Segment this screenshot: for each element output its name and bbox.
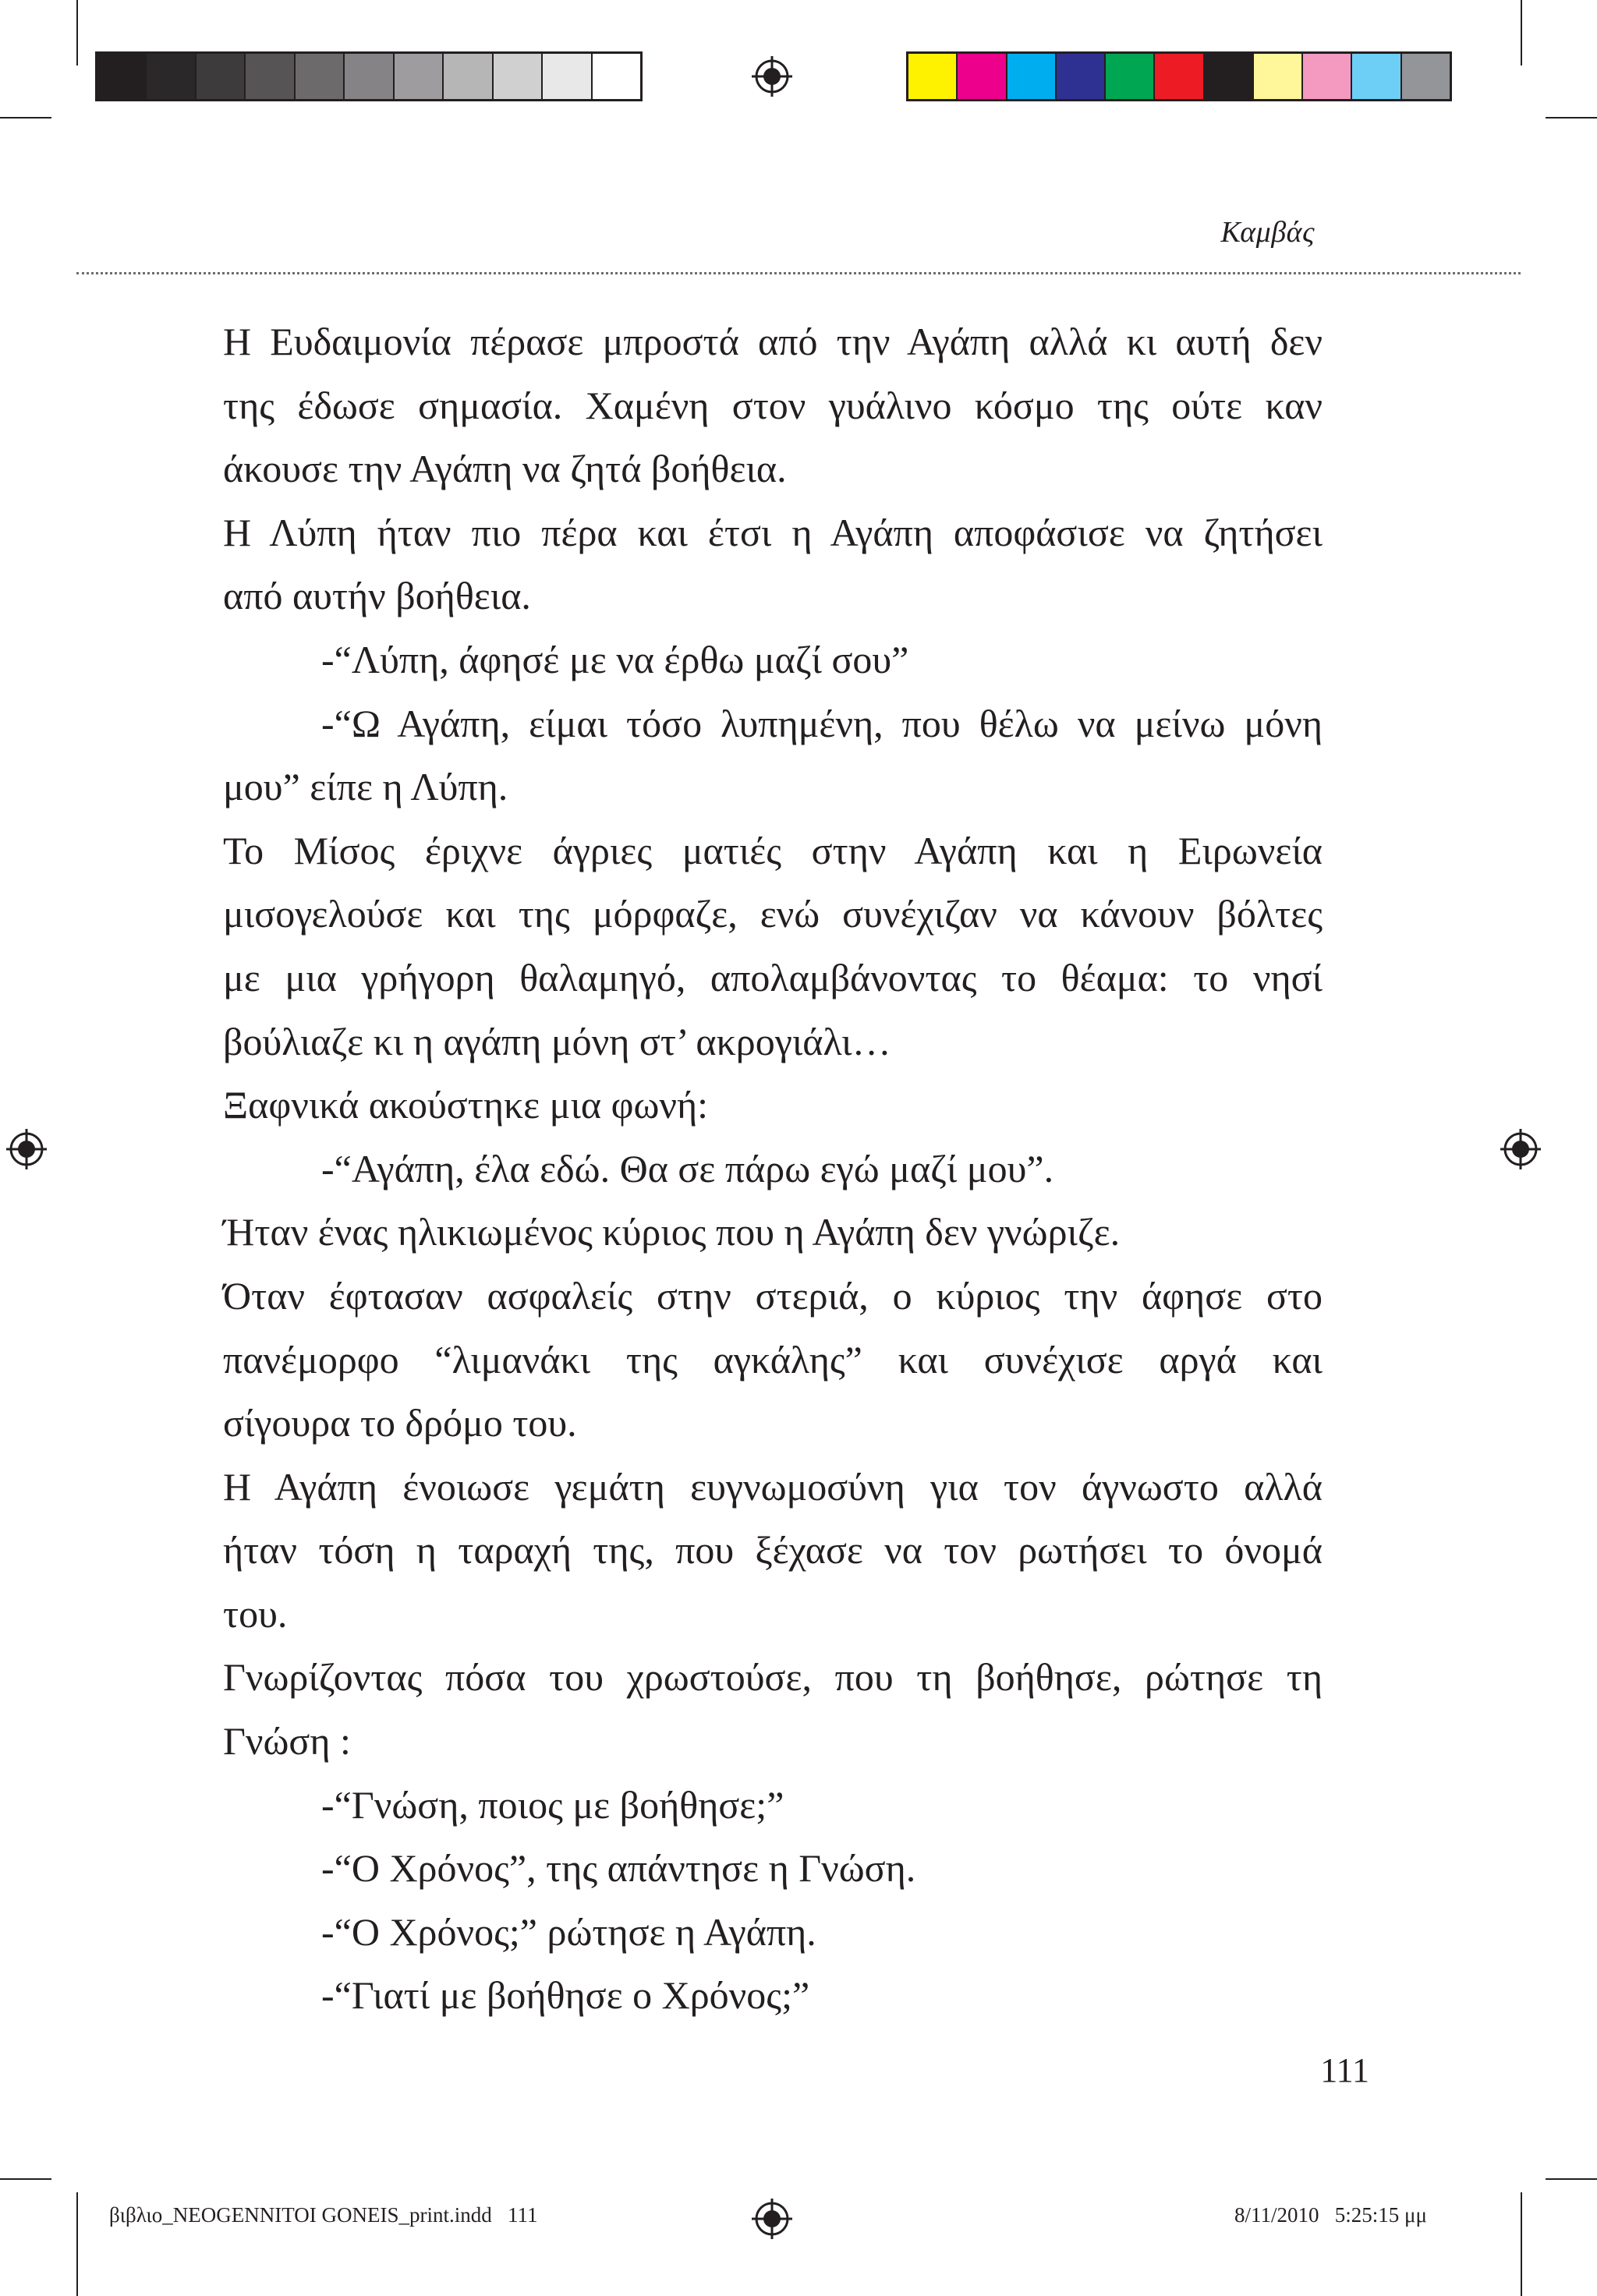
body-text [223,310,1323,2028]
text-line: ήταν τόση η ταραχή της, που ξέχασε να τον ρωτήσει το όνομά [223,1528,1323,1573]
registration-mark-icon [750,55,794,98]
color-swatch [395,54,444,99]
text-line: Το Μίσος έριχνε άγριες ματιές στην Αγάπη και η Ειρωνεία [223,828,1323,872]
crop-mark [0,117,51,119]
crop-mark [76,2192,78,2296]
registration-mark-icon [5,1127,48,1171]
page-number: 111 [1320,2051,1369,2089]
color-swatch [1205,54,1254,99]
color-swatch [1303,54,1352,99]
text-line: βούλιαζε κι η αγάπη μόνη στ’ ακρογιάλι… [223,1019,891,1063]
dialogue-line: -“Ο Χρόνος;” ρώτησε η Αγάπη. [321,1909,816,1954]
text-line: της έδωσε σημασία. Χαμένη στον γυάλινο κόσμο της ούτε καν [223,383,1323,427]
slug-timestamp: 8/11/2010 5:25:15 μμ [1234,2203,1427,2227]
color-swatch [958,54,1007,99]
text-line: από αυτήν βοήθεια. [223,574,531,618]
text-line: άκουσε την Αγάπη να ζητά βοήθεια. [223,447,787,491]
color-swatch [1106,54,1155,99]
text-line: Γνωρίζοντας πόσα του χρωστούσε, που τη βοήθησε, ρώτησε τη [223,1655,1323,1700]
text-line: Η Ευδαιμονία πέρασε μπροστά από την Αγάπη αλλά κι αυτή δεν [223,320,1323,363]
running-head: Καμβάς [1220,216,1315,249]
crop-mark [0,2178,51,2180]
color-swatch [97,54,147,99]
color-swatch [1007,54,1057,99]
color-swatch [147,54,196,99]
color-swatch [197,54,246,99]
header-rule [76,272,1521,274]
color-swatch [1352,54,1401,99]
color-swatch [1402,54,1450,99]
crop-mark [1546,2178,1597,2180]
text-line: σίγουρα το δρόμο του. [223,1401,577,1445]
color-swatch [543,54,592,99]
color-swatch [345,54,394,99]
text-line: Η Αγάπη ένοιωσε γεμάτη ευγνωμοσύνη για τον άγνωστο αλλά [223,1464,1323,1509]
color-swatch [444,54,493,99]
color-swatch [593,54,640,99]
crop-mark [1546,117,1597,119]
crop-mark [76,0,78,65]
process-color-bar [906,51,1452,101]
dialogue-line: -“Γιατί με βοήθησε ο Χρόνος;” [321,1973,810,2018]
crop-mark [1521,2192,1522,2296]
crop-mark [1521,0,1522,65]
text-line: Ήταν ένας ηλικιωμένος κύριος που η Αγάπη δεν γνώριζε. [223,1210,1121,1254]
color-swatch [296,54,345,99]
registration-mark-icon [750,2197,794,2241]
color-swatch [1057,54,1106,99]
slug-filename: βιβλιο_NEOGENNITOI GONEIS_print.indd 111 [109,2203,538,2227]
text-line: Όταν έφτασαν ασφαλείς στην στεριά, ο κύριος την άφησε στο [223,1273,1323,1318]
color-swatch [494,54,543,99]
color-swatch [1254,54,1303,99]
dialogue-line: -“Γνώση, ποιος με βοήθησε;” [321,1782,784,1827]
text-line: του. [223,1591,288,1636]
dialogue-line: -“Αγάπη, έλα εδώ. Θα σε πάρω εγώ μαζί μου”. [321,1146,1054,1190]
text-line: Γνώση : [223,1719,351,1764]
text-line: Η Λύπη ήταν πιο πέρα και έτσι η Αγάπη αποφάσισε να ζητήσει [223,510,1323,554]
text-line: μισογελούσε και της μόρφαζε, ενώ συνέχιζαν να κάνουν βόλτες [223,892,1323,936]
dialogue-line: -“Ο Χρόνος”, της απάντησε η Γνώση. [321,1846,916,1891]
dialogue-line: -“Λύπη, άφησέ με να έρθω μαζί σου” [321,637,909,681]
text-line: πανέμορφο “λιμανάκι της αγκάλης” και συνέχισε αργά και [223,1337,1323,1381]
color-swatch [908,54,958,99]
dialogue-line: -“Ω Αγάπη, είμαι τόσο λυπημένη, που θέλω να μείνω μόνη [321,701,1323,745]
text-line: με μια γρήγορη θαλαμηγό, απολαμβάνοντας το θέαμα: το νησί [223,955,1323,999]
text-line: μου” είπε η Λύπη. [223,765,508,809]
registration-mark-icon [1499,1127,1542,1171]
color-swatch [1155,54,1204,99]
text-line: Ξαφνικά ακούστηκε μια φωνή: [223,1083,709,1127]
color-swatch [246,54,295,99]
gray-color-bar [95,51,643,101]
